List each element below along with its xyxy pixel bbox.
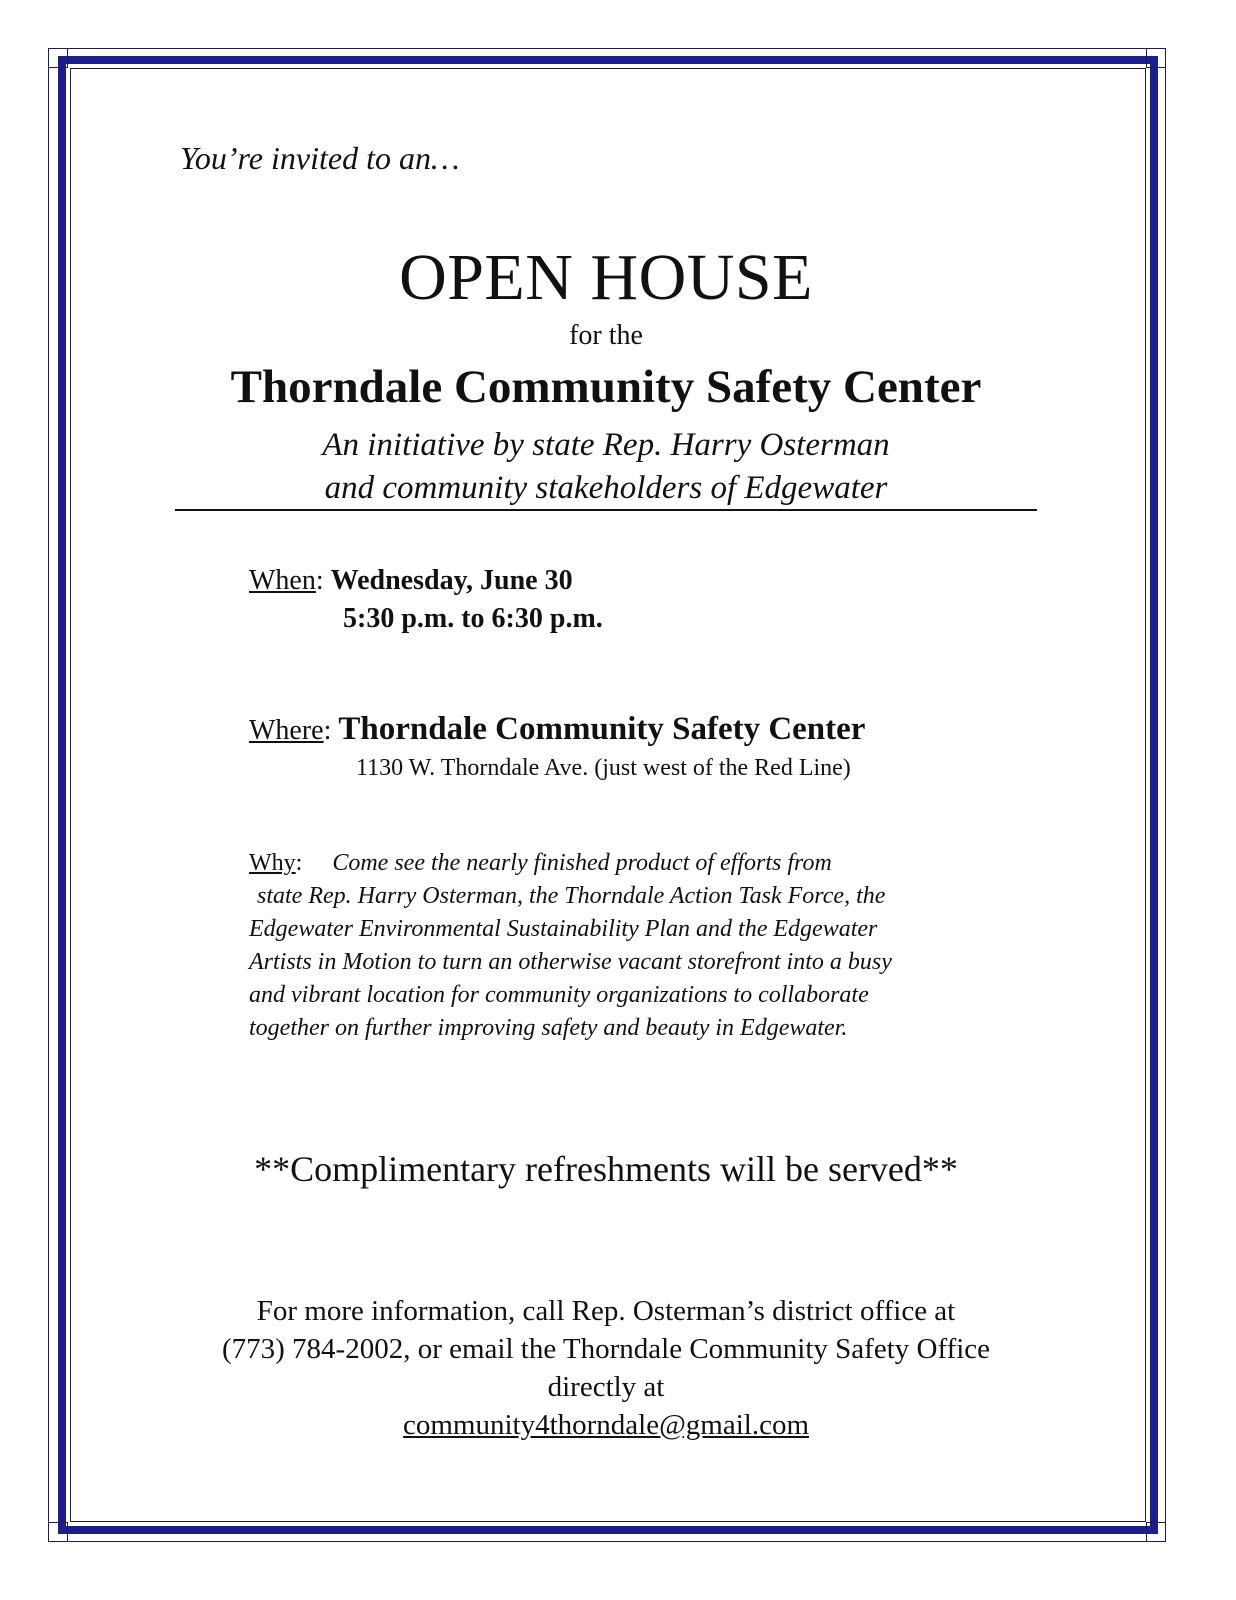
why-line-1: Why: Come see the nearly finished product of efforts from xyxy=(249,850,832,876)
initiative-line-1: An initiative by state Rep. Harry Osterman xyxy=(322,427,890,463)
contact-line-1: For more information, call Rep. Osterman’s district office at xyxy=(256,1295,956,1327)
why-section xyxy=(249,847,1009,1045)
corner-ornament-top-left xyxy=(48,48,68,68)
initiative-subtitle xyxy=(0,424,1212,510)
contact-line-3 xyxy=(0,1368,1212,1444)
corner-ornament-bottom-right xyxy=(1146,1522,1166,1542)
when-row: When: Wednesday, June 30 xyxy=(249,565,573,596)
email-link[interactable]: community4thorndale@gmail.com xyxy=(402,1409,810,1441)
where-address: 1130 W. Thorndale Ave. (just west of the Red Line) xyxy=(356,755,851,781)
center-name-heading: Thorndale Community Safety Center xyxy=(230,361,982,413)
initiative-line-2: and community stakeholders of Edgewater xyxy=(324,470,888,506)
why-text-line: Artists in Motion to turn an otherwise vacant storefront into a busy xyxy=(249,949,892,975)
divider-rule xyxy=(175,509,1037,511)
why-text-line: state Rep. Harry Osterman, the Thorndale Action Task Force, the xyxy=(257,883,886,909)
for-the-text: for the xyxy=(569,320,643,351)
event-title: OPEN HOUSE xyxy=(399,241,813,314)
when-label: When xyxy=(249,565,316,596)
where-label: Where xyxy=(249,715,324,746)
where-row: Where: Thorndale Community Safety Center xyxy=(249,711,866,747)
when-time: 5:30 p.m. to 6:30 p.m. xyxy=(343,603,603,634)
contact-line-2: (773) 784-2002, or email the Thorndale Community Safety Office xyxy=(221,1333,991,1365)
where-place: Thorndale Community Safety Center xyxy=(338,711,866,747)
why-text-line: Edgewater Environmental Sustainability Plan and the Edgewater xyxy=(249,916,878,942)
contact-prefix: directly at xyxy=(547,1371,665,1403)
why-label: Why xyxy=(249,850,296,876)
why-text-line: Come see the nearly finished product of efforts from xyxy=(332,850,832,876)
corner-ornament-bottom-left xyxy=(48,1522,68,1542)
when-date: Wednesday, June 30 xyxy=(330,565,573,596)
corner-ornament-top-right xyxy=(1146,48,1166,68)
refreshments-note: **Complimentary refreshments will be served** xyxy=(254,1149,958,1189)
invitation-intro: You’re invited to an… xyxy=(180,140,460,176)
why-text-line: together on further improving safety and beauty in Edgewater. xyxy=(249,1015,848,1041)
why-text-line: and vibrant location for community organizations to collaborate xyxy=(249,982,869,1008)
contact-info xyxy=(0,1292,1212,1444)
